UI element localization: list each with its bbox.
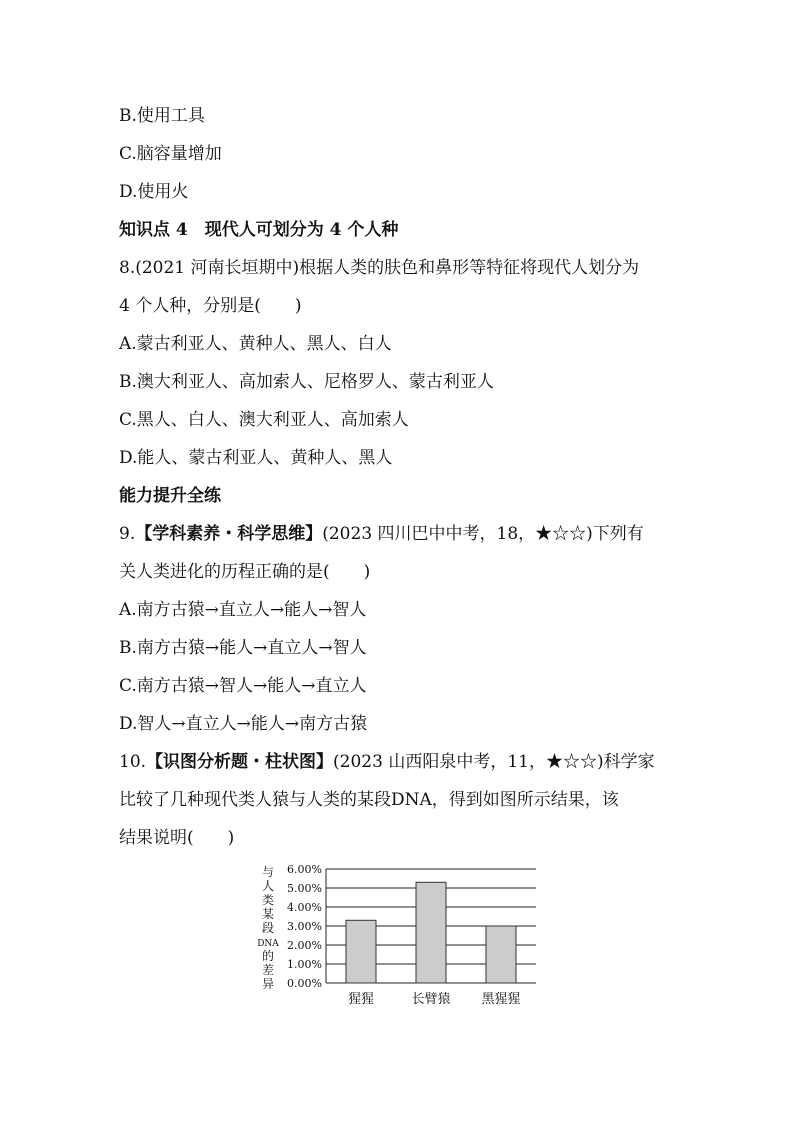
x-category-label: 猩猩 xyxy=(347,992,375,1007)
question-9-option-b: B.南方古猿→能人→直立人→智人 xyxy=(119,638,367,658)
question-8-stem: 8.(2021 河南长垣期中)根据人类的肤色和鼻形等特征将现代人划分为 xyxy=(119,258,640,278)
knowledge-point-heading: 知识点 4 现代人可划分为 4 个人种 xyxy=(119,220,399,240)
question-9-stem-cont: 关人类进化的历程正确的是( ) xyxy=(119,562,371,582)
question-8-stem-cont: 4 个人种，分别是( ) xyxy=(119,296,302,316)
question-9-tag: 【学科素养・科学思维】 xyxy=(135,524,323,544)
question-8-option-c: C.黑人、白人、澳大利亚人、高加索人 xyxy=(119,410,409,430)
question-9-number: 9. xyxy=(119,524,136,544)
y-tick-label: 1.00% xyxy=(287,958,322,971)
question-9-source: (2023 四川巴中中考，18，★☆☆)下列有 xyxy=(322,524,644,544)
y-tick-label: 2.00% xyxy=(287,939,322,952)
question-10-stem-end: 结果说明( ) xyxy=(119,828,235,848)
y-tick-label: 4.00% xyxy=(287,901,322,914)
option-d-fire: D.使用火 xyxy=(119,182,189,202)
bar xyxy=(486,926,516,983)
x-category-label: 长臂猿 xyxy=(411,992,451,1007)
question-8-option-b: B.澳大利亚人、高加索人、尼格罗人、蒙古利亚人 xyxy=(119,372,494,392)
question-10-source: (2023 山西阳泉中考，11，★☆☆)科学家 xyxy=(333,752,655,772)
question-10-number: 10. xyxy=(119,752,147,772)
y-axis-label-char: DNA xyxy=(257,939,279,949)
y-tick-label: 0.00% xyxy=(287,977,322,990)
option-c-brain: C.脑容量增加 xyxy=(119,144,222,164)
y-axis-label-char: 段 xyxy=(261,921,275,935)
y-axis-label-char: 异 xyxy=(261,977,275,991)
y-axis-label-char: 某 xyxy=(261,907,275,921)
question-10-tag: 【识图分析题・柱状图】 xyxy=(146,752,334,772)
question-9-option-c: C.南方古猿→智人→能人→直立人 xyxy=(119,676,367,696)
y-axis-label-char: 差 xyxy=(261,963,275,977)
bar xyxy=(416,882,446,983)
y-axis-label-char: 人 xyxy=(261,879,275,893)
question-9-stem xyxy=(119,524,644,544)
question-8-option-a: A.蒙古利亚人、黄种人、黑人、白人 xyxy=(119,334,392,354)
question-9-option-d: D.智人→直立人→能人→南方古猿 xyxy=(119,714,368,734)
option-b-tools: B.使用工具 xyxy=(119,106,205,126)
question-9-option-a: A.南方古猿→直立人→能人→智人 xyxy=(119,600,367,620)
dna-difference-bar-chart xyxy=(250,858,550,1018)
question-10-stem xyxy=(119,752,655,772)
y-axis-label-char: 的 xyxy=(261,949,275,963)
question-8-option-d: D.能人、蒙古利亚人、黄种人、黑人 xyxy=(119,448,393,468)
section-heading: 能力提升全练 xyxy=(119,486,221,506)
y-tick-label: 3.00% xyxy=(287,920,322,933)
x-category-label: 黑猩猩 xyxy=(481,992,521,1007)
question-10-stem-cont: 比较了几种现代类人猿与人类的某段DNA，得到如图所示结果，该 xyxy=(119,790,619,810)
y-tick-label: 5.00% xyxy=(287,882,322,895)
y-tick-label: 6.00% xyxy=(287,863,322,876)
bar xyxy=(346,920,376,983)
y-axis-label-char: 与 xyxy=(261,865,275,879)
y-axis-label-char: 类 xyxy=(261,893,275,907)
